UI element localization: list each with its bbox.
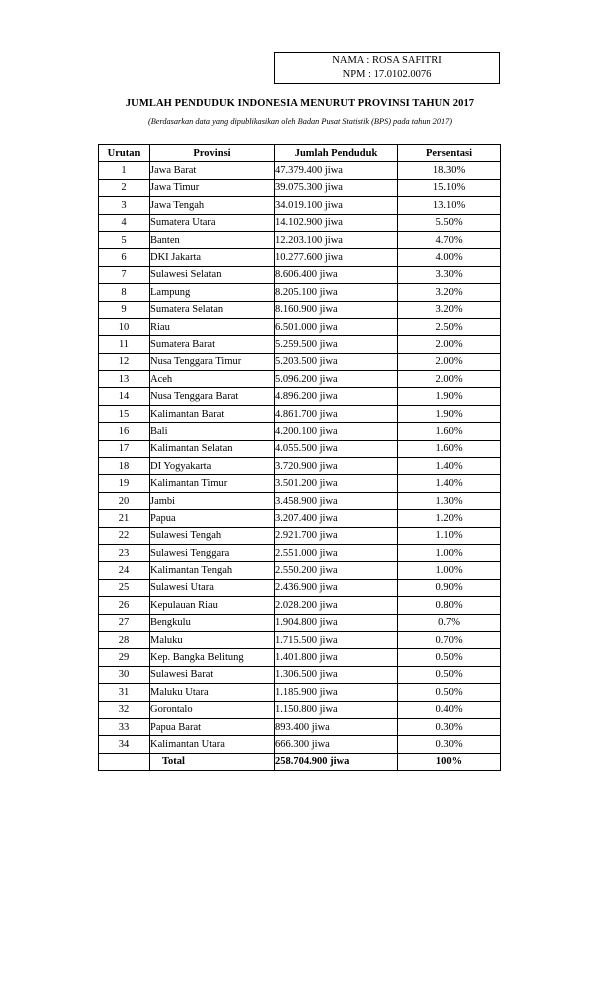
population-cell: 6.501.000 jiwa [275, 318, 398, 335]
population-cell: 39.075.300 jiwa [275, 179, 398, 196]
province-cell: Sulawesi Tengah [150, 527, 275, 544]
population-cell: 1.715.500 jiwa [275, 631, 398, 648]
table-row [99, 579, 501, 596]
table-row [99, 423, 501, 440]
percentage-cell: 1.60% [398, 423, 501, 440]
province-cell: Maluku Utara [150, 684, 275, 701]
percentage-cell: 1.60% [398, 440, 501, 457]
province-cell: Jawa Tengah [150, 197, 275, 214]
table-row [99, 631, 501, 648]
rank-cell: 26 [99, 597, 150, 614]
table-row [99, 649, 501, 666]
province-cell: Sumatera Utara [150, 214, 275, 231]
population-cell: 4.200.100 jiwa [275, 423, 398, 440]
percentage-cell: 1.90% [398, 405, 501, 422]
population-cell: 1.401.800 jiwa [275, 649, 398, 666]
percentage-cell: 0.70% [398, 631, 501, 648]
table-row [99, 353, 501, 370]
population-cell: 2.550.200 jiwa [275, 562, 398, 579]
population-cell: 3.458.900 jiwa [275, 492, 398, 509]
population-cell: 4.896.200 jiwa [275, 388, 398, 405]
rank-cell: 29 [99, 649, 150, 666]
rank-cell: 1 [99, 162, 150, 179]
percentage-cell: 5.50% [398, 214, 501, 231]
province-cell: Jawa Timur [150, 179, 275, 196]
header-persentasi: Persentasi [398, 145, 501, 162]
percentage-cell: 2.00% [398, 336, 501, 353]
province-cell: Bengkulu [150, 614, 275, 631]
population-cell: 8.205.100 jiwa [275, 284, 398, 301]
rank-cell: 18 [99, 458, 150, 475]
table-row [99, 562, 501, 579]
population-cell: 3.207.400 jiwa [275, 510, 398, 527]
population-cell: 10.277.600 jiwa [275, 249, 398, 266]
percentage-cell: 0.50% [398, 684, 501, 701]
province-cell: Aceh [150, 371, 275, 388]
province-cell: DI Yogyakarta [150, 458, 275, 475]
percentage-cell: 15.10% [398, 179, 501, 196]
identity-box [274, 52, 500, 84]
rank-cell: 13 [99, 371, 150, 388]
percentage-cell: 1.40% [398, 475, 501, 492]
rank-cell: 33 [99, 718, 150, 735]
total-urutan-cell [99, 753, 150, 770]
table-row [99, 701, 501, 718]
table-row [99, 510, 501, 527]
rank-cell: 20 [99, 492, 150, 509]
table-row [99, 492, 501, 509]
percentage-cell: 0.90% [398, 579, 501, 596]
rank-cell: 24 [99, 562, 150, 579]
table-body [99, 162, 501, 753]
population-cell: 5.096.200 jiwa [275, 371, 398, 388]
student-npm: NPM : 17.0102.0076 [342, 69, 432, 80]
table-row [99, 440, 501, 457]
percentage-cell: 0.50% [398, 666, 501, 683]
table-row [99, 736, 501, 753]
student-name: NAMA : ROSA SAFITRI [332, 55, 442, 66]
rank-cell: 34 [99, 736, 150, 753]
province-cell: Kalimantan Barat [150, 405, 275, 422]
table-row [99, 718, 501, 735]
table-row [99, 458, 501, 475]
total-label-cell: Total [150, 753, 275, 770]
population-cell: 47.379.400 jiwa [275, 162, 398, 179]
province-cell: Jawa Barat [150, 162, 275, 179]
document-subtitle: (Berdasarkan data yang dipublikasikan oleh Badan Pusat Statistik (BPS) pada tahun 2017) [147, 117, 453, 126]
rank-cell: 27 [99, 614, 150, 631]
percentage-cell: 13.10% [398, 197, 501, 214]
rank-cell: 10 [99, 318, 150, 335]
rank-cell: 31 [99, 684, 150, 701]
province-cell: Riau [150, 318, 275, 335]
rank-cell: 5 [99, 231, 150, 248]
table-row [99, 475, 501, 492]
population-cell: 1.185.900 jiwa [275, 684, 398, 701]
population-cell: 1.904.800 jiwa [275, 614, 398, 631]
province-cell: Sumatera Selatan [150, 301, 275, 318]
rank-cell: 7 [99, 266, 150, 283]
table-row [99, 318, 501, 335]
table-row [99, 371, 501, 388]
population-cell: 1.150.800 jiwa [275, 701, 398, 718]
table-row [99, 179, 501, 196]
table-row [99, 388, 501, 405]
table-row [99, 614, 501, 631]
rank-cell: 4 [99, 214, 150, 231]
province-cell: Sumatera Barat [150, 336, 275, 353]
population-cell: 8.160.900 jiwa [275, 301, 398, 318]
province-cell: Bali [150, 423, 275, 440]
table-row [99, 597, 501, 614]
province-cell: Jambi [150, 492, 275, 509]
population-cell: 4.861.700 jiwa [275, 405, 398, 422]
rank-cell: 16 [99, 423, 150, 440]
province-cell: Kepulauan Riau [150, 597, 275, 614]
province-cell: Kalimantan Selatan [150, 440, 275, 457]
population-cell: 1.306.500 jiwa [275, 666, 398, 683]
percentage-cell: 1.40% [398, 458, 501, 475]
table-row [99, 249, 501, 266]
population-cell: 3.501.200 jiwa [275, 475, 398, 492]
population-cell: 5.203.500 jiwa [275, 353, 398, 370]
rank-cell: 12 [99, 353, 150, 370]
population-cell: 4.055.500 jiwa [275, 440, 398, 457]
province-cell: Kep. Bangka Belitung [150, 649, 275, 666]
table-row [99, 162, 501, 179]
percentage-cell: 1.90% [398, 388, 501, 405]
population-cell: 14.102.900 jiwa [275, 214, 398, 231]
province-cell: Banten [150, 231, 275, 248]
province-cell: Papua Barat [150, 718, 275, 735]
rank-cell: 28 [99, 631, 150, 648]
table-row [99, 231, 501, 248]
table-row [99, 544, 501, 561]
province-cell: Sulawesi Utara [150, 579, 275, 596]
total-percentage-cell: 100% [398, 753, 501, 770]
table-row [99, 684, 501, 701]
population-cell: 12.203.100 jiwa [275, 231, 398, 248]
percentage-cell: 0.7% [398, 614, 501, 631]
rank-cell: 21 [99, 510, 150, 527]
province-cell: DKI Jakarta [150, 249, 275, 266]
rank-cell: 3 [99, 197, 150, 214]
rank-cell: 11 [99, 336, 150, 353]
population-cell: 2.028.200 jiwa [275, 597, 398, 614]
population-cell: 8.606.400 jiwa [275, 266, 398, 283]
header-jumlah-penduduk: Jumlah Penduduk [275, 145, 398, 162]
table-row [99, 666, 501, 683]
percentage-cell: 1.20% [398, 510, 501, 527]
province-cell: Lampung [150, 284, 275, 301]
population-cell: 893.400 jiwa [275, 718, 398, 735]
percentage-cell: 0.30% [398, 718, 501, 735]
rank-cell: 23 [99, 544, 150, 561]
percentage-cell: 2.00% [398, 353, 501, 370]
province-cell: Nusa Tenggara Timur [150, 353, 275, 370]
document-title: JUMLAH PENDUDUK INDONESIA MENURUT PROVINSI TAHUN 2017 [125, 98, 475, 109]
percentage-cell: 3.20% [398, 301, 501, 318]
percentage-cell: 2.50% [398, 318, 501, 335]
percentage-cell: 4.70% [398, 231, 501, 248]
percentage-cell: 1.00% [398, 562, 501, 579]
total-population-cell: 258.704.900 jiwa [275, 753, 398, 770]
rank-cell: 6 [99, 249, 150, 266]
percentage-cell: 1.10% [398, 527, 501, 544]
rank-cell: 17 [99, 440, 150, 457]
province-cell: Kalimantan Tengah [150, 562, 275, 579]
rank-cell: 22 [99, 527, 150, 544]
table-row [99, 197, 501, 214]
rank-cell: 8 [99, 284, 150, 301]
rank-cell: 25 [99, 579, 150, 596]
province-cell: Nusa Tenggara Barat [150, 388, 275, 405]
province-cell: Kalimantan Timur [150, 475, 275, 492]
table-row [99, 301, 501, 318]
percentage-cell: 1.30% [398, 492, 501, 509]
province-cell: Sulawesi Tenggara [150, 544, 275, 561]
header-urutan: Urutan [99, 145, 150, 162]
table-header-row [99, 145, 501, 162]
province-cell: Kalimantan Utara [150, 736, 275, 753]
percentage-cell: 18.30% [398, 162, 501, 179]
header-provinsi: Provinsi [150, 145, 275, 162]
rank-cell: 30 [99, 666, 150, 683]
province-cell: Sulawesi Barat [150, 666, 275, 683]
table-row [99, 214, 501, 231]
table-row [99, 405, 501, 422]
percentage-cell: 0.40% [398, 701, 501, 718]
population-cell: 2.921.700 jiwa [275, 527, 398, 544]
population-cell: 666.300 jiwa [275, 736, 398, 753]
population-table [98, 144, 501, 771]
population-cell: 2.436.900 jiwa [275, 579, 398, 596]
population-cell: 34.019.100 jiwa [275, 197, 398, 214]
percentage-cell: 0.80% [398, 597, 501, 614]
table-row [99, 266, 501, 283]
table-row [99, 527, 501, 544]
province-cell: Papua [150, 510, 275, 527]
percentage-cell: 0.50% [398, 649, 501, 666]
province-cell: Sulawesi Selatan [150, 266, 275, 283]
rank-cell: 9 [99, 301, 150, 318]
percentage-cell: 2.00% [398, 371, 501, 388]
percentage-cell: 1.00% [398, 544, 501, 561]
rank-cell: 2 [99, 179, 150, 196]
province-cell: Maluku [150, 631, 275, 648]
rank-cell: 14 [99, 388, 150, 405]
percentage-cell: 0.30% [398, 736, 501, 753]
rank-cell: 15 [99, 405, 150, 422]
total-row [99, 753, 501, 770]
population-cell: 2.551.000 jiwa [275, 544, 398, 561]
percentage-cell: 3.20% [398, 284, 501, 301]
percentage-cell: 4.00% [398, 249, 501, 266]
table-row [99, 284, 501, 301]
population-cell: 5.259.500 jiwa [275, 336, 398, 353]
percentage-cell: 3.30% [398, 266, 501, 283]
rank-cell: 19 [99, 475, 150, 492]
rank-cell: 32 [99, 701, 150, 718]
population-cell: 3.720.900 jiwa [275, 458, 398, 475]
province-cell: Gorontalo [150, 701, 275, 718]
table-row [99, 336, 501, 353]
